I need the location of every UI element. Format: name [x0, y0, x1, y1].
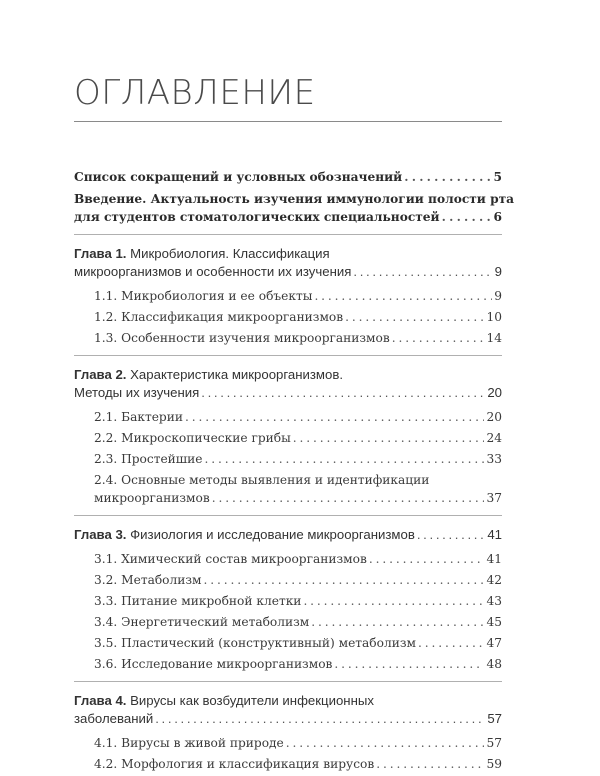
toc-entry-line — [74, 245, 502, 263]
toc-entry-text: для студентов стоматологических специальностей — [74, 210, 440, 224]
toc-entry-line — [74, 190, 515, 208]
chapter-block — [74, 515, 502, 673]
toc-entry[interactable] — [94, 655, 502, 673]
toc-entry-label — [94, 634, 416, 652]
leader-dots — [201, 384, 485, 402]
toc-entry-text: 2.3. Простейшие — [94, 452, 203, 466]
leader-dots — [286, 734, 485, 752]
toc-entry[interactable] — [74, 245, 502, 281]
toc-entry[interactable] — [94, 308, 502, 326]
toc-entry-label — [94, 655, 332, 673]
leader-dots — [185, 408, 485, 426]
toc-entry[interactable] — [94, 550, 502, 568]
toc-entry-label — [94, 592, 301, 610]
toc-entry-row — [94, 429, 502, 447]
toc-entry-label — [94, 287, 312, 305]
toc-entry-text: 2.4. Основные методы выявления и идентификации — [94, 473, 430, 487]
toc-entry[interactable] — [74, 190, 515, 226]
toc-entry-text: 3.3. Питание микробной клетки — [94, 594, 302, 608]
page-number: 9 — [494, 289, 502, 303]
page-number: 45 — [486, 615, 502, 629]
page-number: 20 — [486, 410, 502, 424]
page-number: 43 — [486, 594, 502, 608]
page-number: 10 — [486, 310, 502, 324]
leader-dots — [376, 755, 484, 773]
page-number: 37 — [486, 491, 502, 505]
page-number: 20 — [487, 385, 502, 400]
toc-entry-text: Вирусы как возбудители инфекционных — [130, 693, 374, 708]
toc-entry-text: 1.2. Классификация микроорганизмов — [94, 310, 344, 324]
leader-dots — [314, 287, 492, 305]
toc-entry-label — [74, 526, 415, 544]
toc-entry-row — [94, 329, 502, 347]
toc-entry-row — [94, 734, 502, 752]
toc-entry-label — [94, 755, 374, 773]
toc-entry-label — [94, 613, 309, 631]
toc-entry-label — [74, 710, 153, 728]
toc-entry-label — [94, 429, 291, 447]
toc-entry-row — [94, 634, 502, 652]
toc-entry-label — [94, 734, 284, 752]
toc-entry[interactable] — [94, 450, 502, 468]
toc-entry-text: Характеристика микроорганизмов. — [130, 367, 344, 382]
toc-entry-line — [74, 692, 502, 710]
title-divider — [74, 121, 502, 122]
toc-entry[interactable] — [94, 329, 502, 347]
leader-dots — [353, 263, 492, 281]
toc-entry-label — [94, 550, 367, 568]
toc-entry-text: 3.4. Энергетический метаболизм — [94, 615, 310, 629]
toc-entry-row — [74, 710, 502, 728]
toc-entry-text: Методы их изучения — [74, 385, 200, 400]
toc-entry[interactable] — [74, 692, 502, 728]
chapter-number: Глава 4. — [74, 693, 127, 708]
toc-entry-label — [74, 168, 402, 186]
toc-entry-line — [94, 471, 502, 489]
toc-entry-text: 3.1. Химический состав микроорганизмов — [94, 552, 367, 566]
toc-entry-row — [74, 263, 502, 281]
page-number: 47 — [486, 636, 502, 650]
leader-dots — [204, 571, 485, 589]
leader-dots — [345, 308, 484, 326]
toc-entry-label — [94, 329, 390, 347]
leader-dots — [311, 613, 484, 631]
toc-entry[interactable] — [94, 429, 502, 447]
leader-dots — [417, 526, 485, 544]
toc-entry-text: 3.6. Исследование микроорганизмов — [94, 657, 333, 671]
chapter-block — [74, 681, 502, 773]
toc-entry-label — [74, 367, 343, 382]
table-of-contents — [74, 168, 515, 776]
toc-entry-label — [94, 473, 429, 487]
toc-entry-text: 2.1. Бактерии — [94, 410, 183, 424]
toc-entry[interactable] — [94, 571, 502, 589]
toc-entry-row — [74, 208, 502, 226]
toc-entry-label — [94, 450, 202, 468]
toc-entry-text: микроорганизмов и особенности их изучения — [74, 264, 352, 279]
toc-entry-row — [94, 613, 502, 631]
toc-entry-label — [94, 308, 343, 326]
toc-entry-label — [94, 571, 202, 589]
toc-entry-text: Микробиология. Классификация — [130, 246, 330, 261]
toc-entry[interactable] — [94, 734, 502, 752]
toc-entry-row — [94, 655, 502, 673]
toc-entry-text: 1.3. Особенности изучения микроорганизмов — [94, 331, 390, 345]
toc-entry-text: 4.1. Вирусы в живой природе — [94, 736, 284, 750]
toc-entry-label — [74, 246, 330, 261]
toc-entry-row — [94, 592, 502, 610]
toc-entry-row — [74, 384, 502, 402]
toc-entry-text: микроорганизмов — [94, 491, 210, 505]
toc-entry-text: 1.1. Микробиология и ее объекты — [94, 289, 313, 303]
toc-entry[interactable] — [94, 592, 502, 610]
page-number: 57 — [487, 711, 502, 726]
leader-dots — [204, 450, 484, 468]
page-number: 57 — [486, 736, 502, 750]
page-number: 9 — [494, 264, 502, 279]
page-title: ОГЛАВЛЕНИЕ — [74, 73, 316, 113]
chapter-block — [74, 234, 502, 347]
toc-entry-label — [94, 408, 183, 426]
toc-entry[interactable] — [94, 408, 502, 426]
toc-entry-label — [74, 192, 514, 206]
toc-entry[interactable] — [94, 613, 502, 631]
toc-entry[interactable] — [74, 168, 502, 186]
leader-dots — [404, 168, 491, 186]
toc-entry-label — [74, 693, 374, 708]
toc-intro — [74, 168, 515, 226]
page-number: 42 — [486, 573, 502, 587]
page-number: 41 — [487, 527, 502, 542]
toc-entry[interactable] — [94, 634, 502, 652]
page-number: 41 — [486, 552, 502, 566]
page-number: 48 — [486, 657, 502, 671]
toc-entry[interactable] — [74, 366, 502, 402]
chapter-number: Глава 3. — [74, 527, 127, 542]
toc-entry-row — [94, 489, 502, 507]
leader-dots — [293, 429, 485, 447]
toc-entry-text: Введение. Актуальность изучения иммунологии полости рта — [74, 192, 515, 206]
chapter-number: Глава 2. — [74, 367, 127, 382]
toc-entry-text: 4.2. Морфология и классификация вирусов — [94, 757, 375, 771]
toc-entry[interactable] — [94, 755, 502, 773]
toc-entry-row — [94, 408, 502, 426]
toc-entry-label — [74, 263, 351, 281]
toc-entry[interactable] — [94, 287, 502, 305]
toc-entry-text: 3.5. Пластический (конструктивный) метаболизм — [94, 636, 416, 650]
leader-dots — [334, 655, 484, 673]
toc-entry-row — [94, 450, 502, 468]
chapter-sections — [74, 287, 502, 347]
chapter-sections — [74, 408, 502, 507]
toc-entry-text: 3.2. Метаболизм — [94, 573, 202, 587]
toc-entry-row — [94, 755, 502, 773]
toc-entry-row — [74, 168, 502, 186]
page-number: 5 — [493, 170, 502, 184]
toc-entry-row — [94, 571, 502, 589]
leader-dots — [303, 592, 484, 610]
toc-entry-row — [74, 526, 502, 544]
chapter-number: Глава 1. — [74, 246, 127, 261]
page-number: 24 — [486, 431, 502, 445]
page-number: 59 — [486, 757, 502, 771]
page-number: 6 — [493, 210, 502, 224]
chapter-sections — [74, 734, 502, 773]
toc-entry[interactable] — [74, 526, 502, 544]
chapter-sections — [74, 550, 502, 673]
toc-entry-label — [74, 208, 440, 226]
leader-dots — [212, 489, 485, 507]
page-number: 33 — [486, 452, 502, 466]
chapter-block — [74, 355, 502, 507]
page-number: 14 — [486, 331, 502, 345]
toc-entry-text: Список сокращений и условных обозначений — [74, 170, 403, 184]
leader-dots — [155, 710, 485, 728]
leader-dots — [418, 634, 485, 652]
leader-dots — [369, 550, 485, 568]
toc-entry-line — [74, 366, 502, 384]
toc-entry-label — [94, 489, 210, 507]
leader-dots — [442, 208, 492, 226]
toc-entry-text: 2.2. Микроскопические грибы — [94, 431, 291, 445]
toc-entry-row — [94, 308, 502, 326]
toc-entry-text: Физиология и исследование микроорганизмов — [130, 527, 415, 542]
toc-entry-label — [74, 384, 199, 402]
toc-entry[interactable] — [94, 471, 502, 507]
toc-entry-text: заболеваний — [74, 711, 154, 726]
leader-dots — [392, 329, 485, 347]
toc-entry-row — [94, 550, 502, 568]
toc-entry-row — [94, 287, 502, 305]
